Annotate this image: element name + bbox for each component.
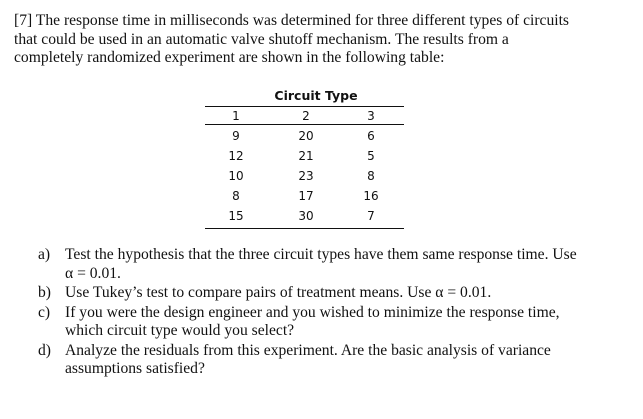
column-header: 2 [302,109,310,123]
table-cell: 9 [232,129,240,143]
table-cell: 17 [298,189,314,203]
table-cell: 8 [367,169,375,183]
question-text: If you were the design engineer and you wished to minimize the response time, [65,303,560,321]
table-cell: 8 [232,189,240,203]
question-item [38,284,628,303]
question-text: α = 0.01. [65,264,121,282]
table-cell: 20 [298,129,314,143]
column-header: 3 [367,109,375,123]
table-row [205,147,404,165]
table-header-row [205,107,404,125]
cropped-previous-text [0,0,643,8]
question-text: Test the hypothesis that the three circuit types have them same response time. Use [65,246,577,263]
question-item [38,246,628,283]
table-row [205,167,404,185]
question-item [38,342,628,379]
table-caption: Circuit Type [274,88,358,103]
table-cell: 10 [228,169,244,183]
table-cell: 6 [367,129,375,143]
table-cell: 21 [298,149,314,163]
problem-statement-line: completely randomized experiment are shown in the following table: [14,49,445,66]
question-label: d) [38,341,51,359]
table-row [205,207,404,225]
question-item [38,304,628,341]
table-cell: 12 [228,149,244,163]
question-label: c) [38,303,51,321]
question-text: Use Tukey’s test to compare pairs of treatment means. Use α = 0.01. [65,284,492,301]
column-header: 1 [232,109,240,123]
question-text: which circuit type would you select? [65,322,295,339]
question-text: assumptions satisfied? [65,360,205,377]
question-list [38,246,628,380]
table-cell: 5 [367,149,375,163]
question-text: Analyze the residuals from this experiment. Are the basic analysis of variance [65,341,551,359]
table-cell: 30 [298,209,314,223]
table-cell: 15 [228,209,244,223]
table-cell: 7 [367,209,375,223]
problem-statement [14,12,629,68]
table-row [205,127,404,145]
table-cell: 16 [363,189,379,203]
table-header-rule [205,124,404,125]
question-label: b) [38,284,51,301]
table-row [205,187,404,205]
table-bottom-rule [205,228,404,229]
problem-statement-line: [7] The response time in milliseconds was determined for three different types of circuits [14,12,570,29]
table-cell: 23 [298,169,314,183]
question-label: a) [38,246,51,263]
problem-statement-line: that could be used in an automatic valve shutoff mechanism. The results from a [14,30,509,48]
